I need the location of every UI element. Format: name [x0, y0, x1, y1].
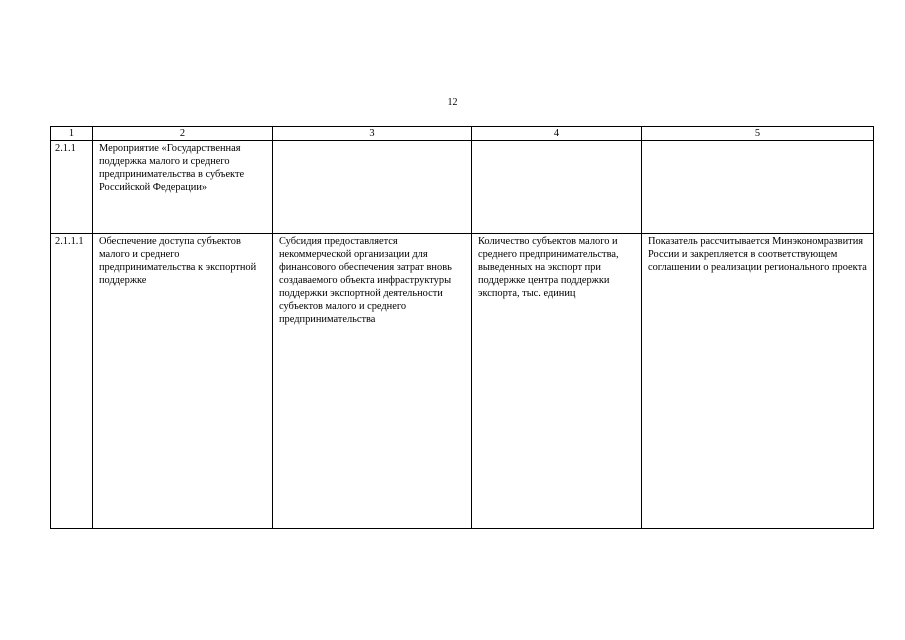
column-header-4: 4 — [472, 127, 642, 141]
calculation-method: Показатель рассчитывается Минэкономразвития России и закрепляется в соответствующем соглашении о реализации регионального проекта — [642, 234, 874, 529]
column-header-5: 5 — [642, 127, 874, 141]
measure-description: Субсидия предоставляется некоммерческой организации для финансового обеспечения затрат вновь создаваемого объекта инфраструктуры поддержки экспортной деятельности субъектов малого и среднего предпринимательства — [273, 234, 472, 529]
page-number: 12 — [447, 97, 458, 108]
measure-name: Обеспечение доступа субъектов малого и среднего предпринимательства к экспортной поддержке — [93, 234, 273, 529]
measure-name: Мероприятие «Государственная поддержка малого и среднего предпринимательства в субъекте Российской Федерации» — [93, 141, 273, 234]
measure-description — [273, 141, 472, 234]
measure-indicator — [472, 141, 642, 234]
table-row — [51, 141, 874, 234]
column-header-2: 2 — [93, 127, 273, 141]
measures-table — [50, 126, 874, 529]
calculation-method — [642, 141, 874, 234]
row-number: 2.1.1 — [51, 141, 93, 234]
column-header-3: 3 — [273, 127, 472, 141]
row-number: 2.1.1.1 — [51, 234, 93, 529]
table-row — [51, 234, 874, 529]
measure-indicator: Количество субъектов малого и среднего предпринимательства, выведенных на экспорт при поддержке центра поддержки экспорта, тыс. единиц — [472, 234, 642, 529]
table-header-row — [51, 127, 874, 141]
column-header-1: 1 — [51, 127, 93, 141]
